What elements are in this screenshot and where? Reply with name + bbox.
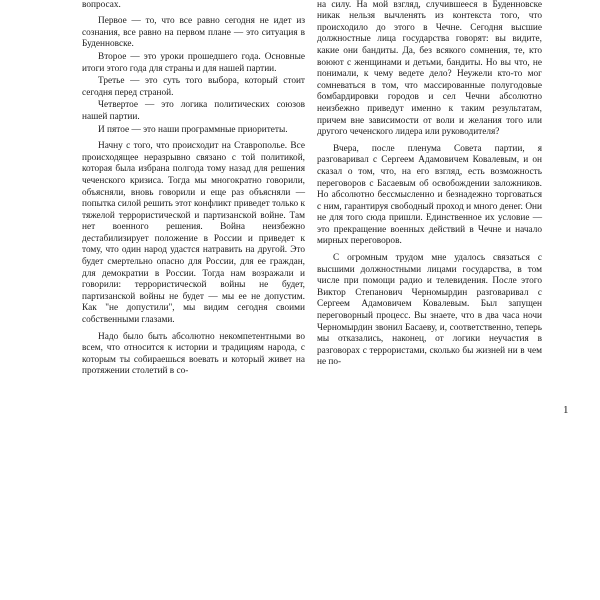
right-text-column	[317, 0, 542, 374]
left-text-column	[82, 0, 305, 383]
paragraph: И пятое — это наши программные приоритеты.	[98, 124, 288, 135]
paragraph: Надо было быть абсолютно некомпетентными во всем, что относится к истории и традициям народа, с которым ты собираешься воевать и который живет на протяжении столетий в со-	[82, 331, 305, 377]
paragraph: Вчера, после пленума Совета партии, я разговаривал с Сергеем Адамовичем Ковалевым, и он сказал о том, что, на его взгляд, есть возможность переговоров с Басаевым об освобождении заложников. Но абсолютно бессмысленно и безнадежно торговаться с ним, гарантируя свободный проход и много денег. Они не для того сюда пришли. Единственное их условие — это прекращение военных действий в Чечне и начало мирных переговоров.	[317, 143, 542, 247]
page-number: 1	[563, 404, 569, 416]
paragraph: С огромным трудом мне удалось связаться с высшими должностными лицами государства, в том числе при помощи радио и телевидения. После этого Виктор Степанович Черномырдин разговаривал с Сергеем Адамовичем Ковалевым. Был запущен переговорный процесс. Вы знаете, что в два часа ночи Черномырдин звонил Басаеву, и, соответственно, теперь мы отказались, наконец, от логики неучастия в разговорах с террористами, сколько бы жизней ни в чем не по-	[317, 253, 542, 368]
paragraph: Третье — это суть того выбора, который стоит сегодня перед страной.	[82, 76, 305, 98]
paragraph: вопросах.	[82, 0, 121, 10]
paragraph: на силу. На мой взгляд, случившееся в Буденновске никак нельзя вычленять из контекста того, что происходило до этого в Чечне. Сегодня высшие должностные лица государства говорят: вы видите, какие они бандиты. Да, без всякого сомнения, те, кто воюют с женщинами и детьми, бандиты. Но вы что, не понимали, к чему ведете дело? Неужели кто-то мог сомневаться в том, что массированные полугодовые бомбардировки городов и сел Чечни абсолютно неизбежно приведут именно к таким результатам, причем вне зависимости от воли и желания того или другого чеченского лидера или руководителя?	[317, 0, 542, 138]
paragraph: Второе — это уроки прошедшего года. Основные итоги этого года для страны и для нашей партии.	[82, 51, 305, 74]
paragraph: Начну с того, что происходит на Ставрополье. Все происходящее неразрывно связано с той политикой, которая была избрана полгода тому назад для решения чеченского кризиса. Тогда мы многократно говорили, объясняли, вновь говорили и еще раз объясняли — попытка силой решить этот конфликт приведет только к тяжелой террористической и партизанской войне. Там нет военного решения. Война неизбежно дестабилизирует положение в России и приведет к тому, что один народ удастся натравить на другой. Это будет смертельно опасно для России, для ее граждан, для демократии в России. Тогда нам возражали и говорили: террористической войны не будет, партизанской войны не будет — мы ее не допустим. Как "не допустили", мы видим сегодня своими собственными глазами.	[82, 141, 305, 326]
paragraph: Первое — то, что все равно сегодня не идет из сознания, все равно на первом плане — это ситуация в Буденновске.	[82, 16, 305, 50]
paragraph: Четвертое — это логика политических союзов нашей партии.	[82, 100, 305, 122]
